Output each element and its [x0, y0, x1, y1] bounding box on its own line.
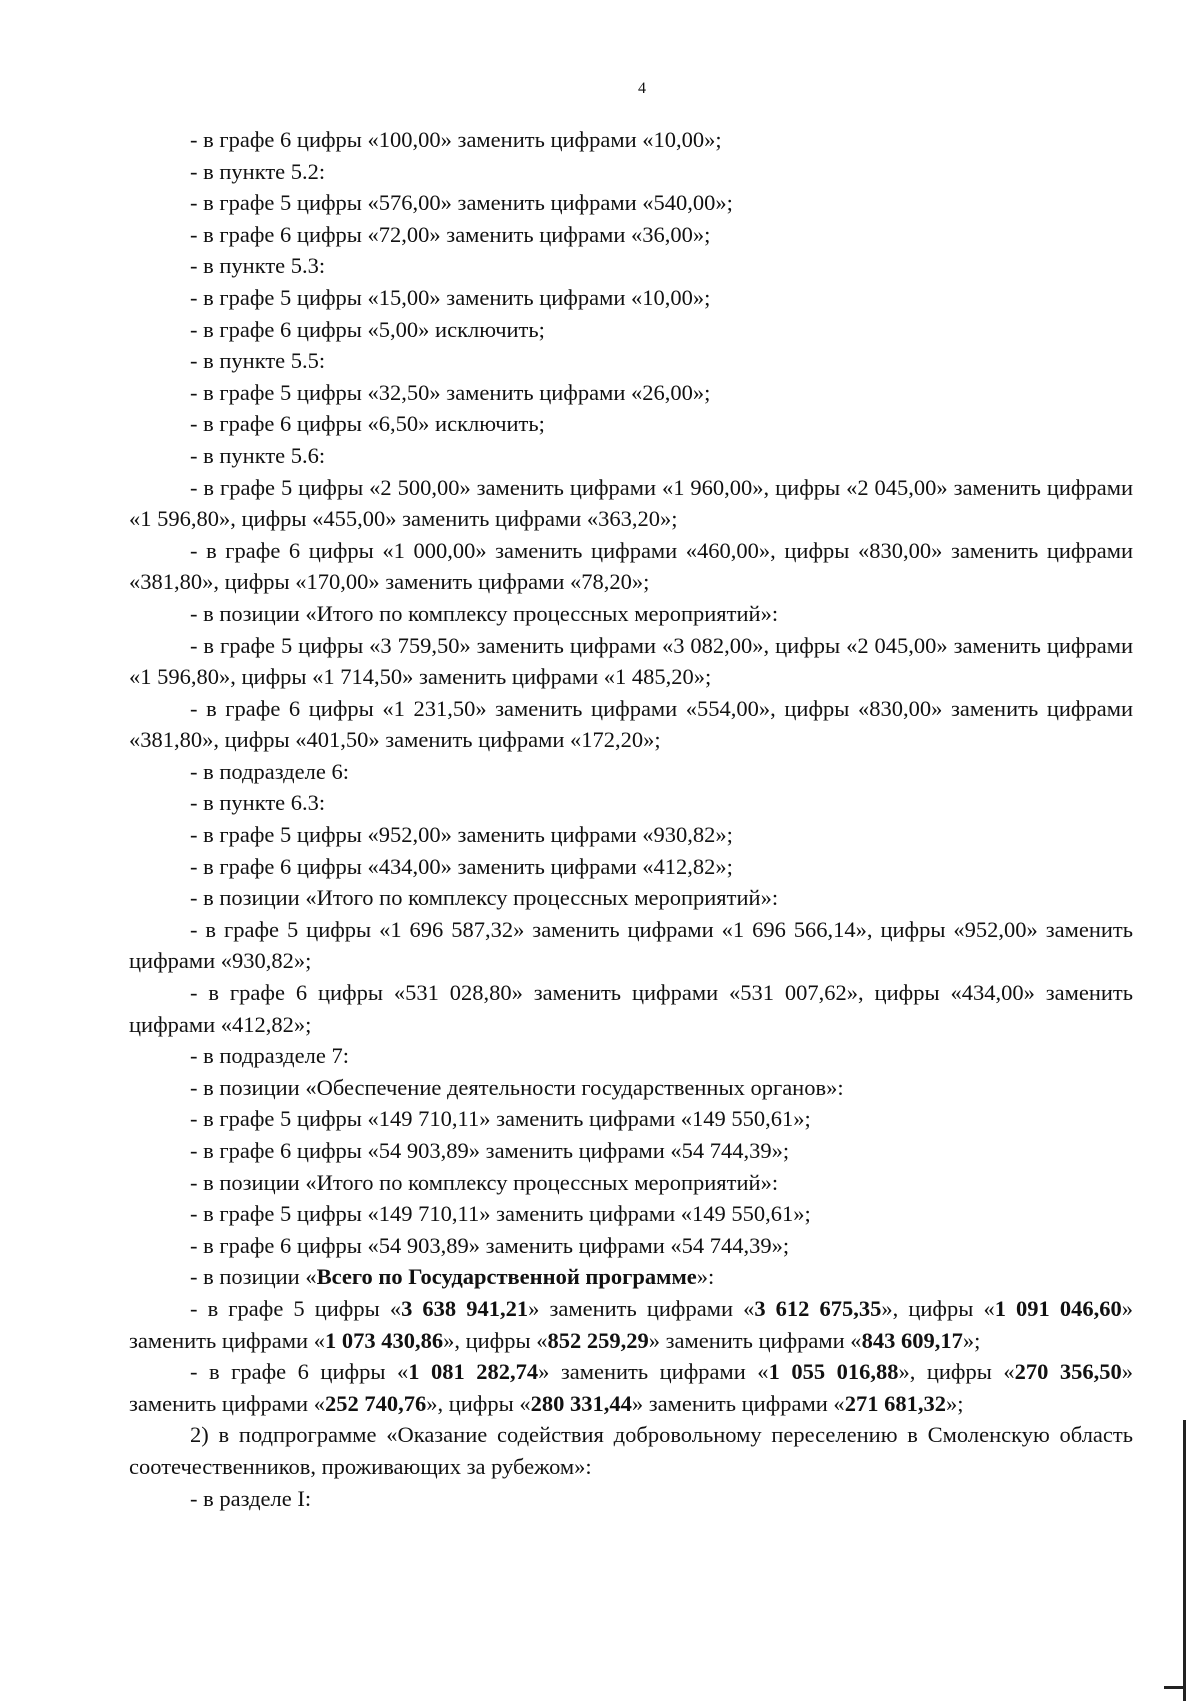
- document-paragraph: [129, 1230, 1133, 1262]
- document-paragraph: [129, 693, 1133, 756]
- text-run: 2) в подпрограмме «Оказание содействия добровольному переселению в Смоленскую область соотечественников, проживающих за рубежом»:: [129, 1422, 1133, 1479]
- text-run: - в графе 6 цифры «1 231,50» заменить цифрами «554,00», цифры «830,00» заменить цифрами «381,80», цифры «401,50» заменить цифрами «172,20»;: [129, 695, 1133, 753]
- text-run: - в подразделе 6:: [190, 758, 349, 784]
- document-paragraph: [129, 440, 1133, 472]
- document-paragraph: [129, 819, 1133, 851]
- document-paragraph: [129, 1135, 1133, 1167]
- bold-text-run: 1 055 016,88: [768, 1359, 899, 1385]
- text-run: - в пункте 5.5:: [190, 348, 326, 374]
- text-run: - в позиции «Итого по комплексу процессных мероприятий»:: [190, 600, 779, 626]
- bold-text-run: 280 331,44: [530, 1390, 632, 1416]
- text-run: - в графе 5 цифры «3 759,50» заменить цифрами «3 082,00», цифры «2 045,00» заменить цифрами «1 596,80», цифры «1 714,50» заменить цифрами «1 485,20»;: [129, 632, 1133, 690]
- text-run: - в графе 5 цифры «: [190, 1295, 402, 1321]
- text-run: » заменить цифрами «: [129, 1295, 1134, 1353]
- document-paragraph: [129, 1103, 1133, 1135]
- text-run: - в графе 5 цифры «952,00» заменить цифрами «930,82»;: [190, 822, 733, 848]
- text-run: - в графе 5 цифры «576,00» заменить цифрами «540,00»;: [190, 190, 733, 216]
- text-run: - в пункте 5.6:: [190, 442, 326, 468]
- document-paragraph: [129, 408, 1133, 440]
- bold-text-run: 1 081 282,74: [408, 1359, 539, 1385]
- text-run: - в графе 5 цифры «15,00» заменить цифрами «10,00»;: [190, 284, 711, 310]
- text-run: » заменить цифрами «: [528, 1295, 755, 1321]
- scan-border-line: [1183, 1420, 1186, 1701]
- document-paragraph: [129, 156, 1133, 188]
- text-run: - в позиции «Итого по комплексу процессных мероприятий»:: [190, 885, 779, 911]
- text-run: - в графе 6 цифры «531 028,80» заменить цифрами «531 007,62», цифры «434,00» заменить цифрами «412,82»;: [129, 980, 1133, 1037]
- text-run: », цифры «: [881, 1295, 995, 1321]
- document-paragraph: [129, 1040, 1133, 1072]
- bold-text-run: 3 638 941,21: [401, 1295, 529, 1321]
- text-run: - в пункте 5.2:: [190, 158, 326, 184]
- text-run: - в разделе I:: [190, 1485, 312, 1511]
- document-paragraph: [129, 787, 1133, 819]
- document-paragraph: [129, 630, 1133, 693]
- document-paragraph: [129, 1293, 1133, 1356]
- text-run: » заменить цифрами «: [631, 1390, 845, 1416]
- document-paragraph: [129, 535, 1133, 598]
- document-paragraph: [129, 250, 1133, 282]
- text-run: », цифры «: [443, 1327, 548, 1353]
- text-run: - в графе 6 цифры «6,50» исключить;: [190, 411, 545, 437]
- document-body: [129, 124, 1133, 1514]
- bold-text-run: 252 740,76: [324, 1390, 427, 1416]
- bold-text-run: 1 091 046,60: [994, 1295, 1122, 1321]
- page-number: 4: [638, 80, 646, 97]
- text-run: », цифры «: [898, 1359, 1015, 1385]
- text-run: - в графе 5 цифры «149 710,11» заменить цифрами «149 550,61»;: [190, 1201, 811, 1227]
- text-run: - в графе 6 цифры «54 903,89» заменить цифрами «54 744,39»;: [190, 1138, 790, 1163]
- document-paragraph: [129, 472, 1133, 535]
- document-paragraph: [129, 1356, 1133, 1419]
- text-run: »;: [962, 1327, 981, 1353]
- document-paragraph: [129, 124, 1133, 156]
- document-paragraph: [129, 882, 1133, 914]
- text-run: - в позиции «Итого по комплексу процессных мероприятий»:: [190, 1169, 779, 1195]
- document-paragraph: [129, 851, 1133, 883]
- document-paragraph: [129, 314, 1133, 346]
- bold-text-run: 3 612 675,35: [754, 1295, 882, 1321]
- document-paragraph: [129, 1198, 1133, 1230]
- text-run: - в пункте 6.3:: [190, 790, 326, 816]
- text-run: »:: [696, 1264, 715, 1290]
- bold-text-run: 852 259,29: [547, 1327, 649, 1353]
- text-run: - в позиции «Обеспечение деятельности государственных органов»:: [190, 1074, 844, 1100]
- document-paragraph: [129, 282, 1133, 314]
- text-run: »;: [945, 1390, 964, 1416]
- bold-text-run: 271 681,32: [844, 1390, 946, 1416]
- text-run: - в графе 5 цифры «149 710,11» заменить цифрами «149 550,61»;: [190, 1106, 811, 1132]
- text-run: - в подразделе 7:: [190, 1043, 349, 1069]
- text-run: - в графе 6 цифры «1 000,00» заменить цифрами «460,00», цифры «830,00» заменить цифрами «381,80», цифры «170,00» заменить цифрами «78,20»;: [129, 537, 1133, 595]
- text-run: - в графе 6 цифры «100,00» заменить цифрами «10,00»;: [190, 127, 722, 152]
- bold-text-run: 1 073 430,86: [324, 1327, 444, 1353]
- text-run: - в позиции «: [190, 1264, 317, 1290]
- bold-text-run: Всего по Государственной программе: [316, 1264, 697, 1290]
- text-run: - в графе 5 цифры «32,50» заменить цифрами «26,00»;: [190, 379, 711, 405]
- text-run: », цифры «: [426, 1390, 531, 1416]
- text-run: - в графе 6 цифры «434,00» заменить цифрами «412,82»;: [190, 853, 733, 879]
- document-paragraph: [129, 1483, 1133, 1515]
- text-run: » заменить цифрами «: [648, 1327, 862, 1353]
- document-paragraph: [129, 377, 1133, 409]
- document-paragraph: [129, 1072, 1133, 1104]
- document-paragraph: [129, 1167, 1133, 1199]
- text-run: - в графе 6 цифры «72,00» заменить цифрами «36,00»;: [190, 221, 711, 247]
- document-paragraph: [129, 756, 1133, 788]
- document-paragraph: [129, 598, 1133, 630]
- text-run: - в графе 5 цифры «1 696 587,32» заменить цифрами «1 696 566,14», цифры «952,00» заменить цифрами «930,82»;: [129, 916, 1133, 974]
- text-run: - в пункте 5.3:: [190, 253, 326, 279]
- document-paragraph: [129, 1261, 1133, 1293]
- document-paragraph: [129, 1419, 1133, 1482]
- text-run: » заменить цифрами «: [538, 1359, 769, 1385]
- document-paragraph: [129, 219, 1133, 251]
- bold-text-run: 843 609,17: [861, 1327, 963, 1353]
- text-run: - в графе 5 цифры «2 500,00» заменить цифрами «1 960,00», цифры «2 045,00» заменить цифрами «1 596,80», цифры «455,00» заменить цифрами «363,20»;: [129, 474, 1133, 532]
- bold-text-run: 270 356,50: [1014, 1359, 1122, 1385]
- text-run: - в графе 6 цифры «5,00» исключить;: [190, 316, 545, 342]
- scan-border-corner: [1164, 1686, 1186, 1689]
- document-paragraph: [129, 345, 1133, 377]
- document-paragraph: [129, 187, 1133, 219]
- text-run: » заменить цифрами «: [129, 1359, 1134, 1416]
- document-paragraph: [129, 977, 1133, 1040]
- text-run: - в графе 6 цифры «: [190, 1359, 409, 1385]
- text-run: - в графе 6 цифры «54 903,89» заменить цифрами «54 744,39»;: [190, 1232, 790, 1258]
- document-paragraph: [129, 914, 1133, 977]
